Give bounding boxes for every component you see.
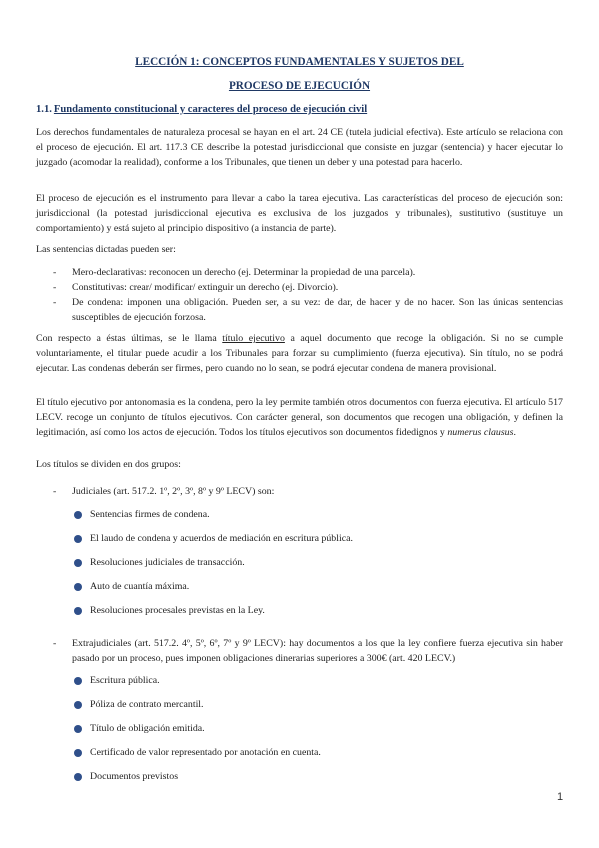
judicial-item: Auto de cuantía máxima. <box>90 581 190 592</box>
section-title: Fundamento constitucional y caracteres del proceso de ejecución civil <box>53 104 368 115</box>
judicial-group-label: Judiciales (art. 517.2. 1º, 2º, 3º, 8º y 9º LECV) son: <box>72 486 275 497</box>
page-number: 1 <box>557 791 564 803</box>
paragraph-4 <box>36 331 563 376</box>
dash-bullet: - <box>53 486 57 497</box>
lesson-title-line-1: LECCIÓN 1: CONCEPTOS FUNDAMENTALES Y SUJETOS DEL <box>135 56 464 68</box>
bullet-dot-icon <box>74 677 82 685</box>
paragraph-5-start: El título ejecutivo por antonomasia es la condena, pero la ley permite también otros documentos con fuerza ejecutiva. El artículo 517 LECV. recoge un conjunto de títulos ejecutivos. Con carácter general, son documentos que recogen una obligación, y definen la legitimación, así como los actos de ejecución. Todos los títulos ejecutivos son documentos fidedignos y <box>36 397 563 438</box>
paragraph-5 <box>36 395 563 440</box>
extrajudicial-item: Documentos previstos <box>90 771 179 782</box>
paragraph-6: Los títulos se dividen en dos grupos: <box>36 459 181 470</box>
numerus-clausus-term: numerus clausus <box>447 427 514 438</box>
bullet-dot-icon <box>74 725 82 733</box>
paragraph-4-start: Con respecto a éstas últimas, se le llama <box>36 333 223 344</box>
judicial-item: Resoluciones procesales previstas en la Ley. <box>90 605 265 616</box>
paragraph-3: Las sentencias dictadas pueden ser: <box>36 244 176 255</box>
extrajudicial-item: Póliza de contrato mercantil. <box>90 699 204 710</box>
list-item: Constitutivas: crear/ modificar/ extinguir un derecho (ej. Divorcio). <box>72 282 339 293</box>
bullet-dot-icon <box>74 583 82 591</box>
list-item: De condena: imponen una obligación. Pueden ser, a su vez: de dar, de hacer y de no hacer. Son las únicas sentencias susceptibles de ejecución forzosa. <box>72 297 563 323</box>
paragraph-5-end: . <box>513 427 516 438</box>
paragraph-1: Los derechos fundamentales de naturaleza procesal se hayan en el art. 24 CE (tutela judicial efectiva). Este artículo se relaciona con el proceso de ejecución. El art. 117.3 CE describe la potestad jurisdiccional que consiste en juzgar (sentencia) y hacer ejecutar lo juzgado (acomodar la realidad), conforme a los Tribunales, que tienen un deber y una potestad para hacerlo. <box>36 127 563 168</box>
list-item: Mero-declarativas: reconocen un derecho (ej. Determinar la propiedad de una parcela). <box>72 267 416 278</box>
bullet-dot-icon <box>74 773 82 781</box>
bullet-dot-icon <box>74 701 82 709</box>
extrajudicial-group-label: Extrajudiciales (art. 517.2. 4º, 5º, 6º, 7º y 9º LECV): hay documentos a los que la ley confiere fuerza ejecutiva sin haber pasado por un proceso, pues imponen obligaciones dinerarias superiores a 300€ (art. 420 LECV.) <box>72 638 563 664</box>
lesson-title-line-2: PROCESO DE EJECUCIÓN <box>228 80 371 92</box>
dash-bullet: - <box>53 297 57 308</box>
bullet-dot-icon <box>74 511 82 519</box>
bullet-dot-icon <box>74 535 82 543</box>
bullet-dot-icon <box>74 749 82 757</box>
dash-bullet: - <box>53 267 57 278</box>
bullet-dot-icon <box>74 607 82 615</box>
extrajudicial-item: Certificado de valor representado por anotación en cuenta. <box>90 747 321 758</box>
section-heading <box>36 104 367 115</box>
judicial-item: Resoluciones judiciales de transacción. <box>90 557 245 568</box>
extrajudicial-item: Título de obligación emitida. <box>90 723 205 734</box>
paragraph-2: El proceso de ejecución es el instrumento para llevar a cabo la tarea ejecutiva. Las características del proceso de ejecución son: jurisdiccional (la potestad jurisdiccional ejecutiva es exclusiva de los juzgados y tribunales), sustitutivo (sustituye un comportamiento) y está sujeto al principio dispositivo (a instancia de parte). <box>36 193 563 234</box>
dash-bullet: - <box>53 638 57 649</box>
titulo-ejecutivo-term: título ejecutivo <box>222 333 285 344</box>
section-number: 1.1. <box>36 104 52 115</box>
extrajudicial-item: Escritura pública. <box>90 675 160 686</box>
bullet-dot-icon <box>74 559 82 567</box>
dash-bullet: - <box>53 282 57 293</box>
judicial-item: El laudo de condena y acuerdos de mediación en escritura pública. <box>90 533 353 544</box>
paragraph-4-end: a aquel documento que recoge la obligación. Si no se cumple voluntariamente, el titular puede acudir a los Tribunales para forzar su cumplimiento (fuerza ejecutiva). Sin título, no se podrá ejecutar. Las condenas deberán ser firmes, pero cuando no lo sean, se podrá ejecutar condena de manera provisional. <box>36 333 563 374</box>
judicial-item: Sentencias firmes de condena. <box>90 509 210 520</box>
